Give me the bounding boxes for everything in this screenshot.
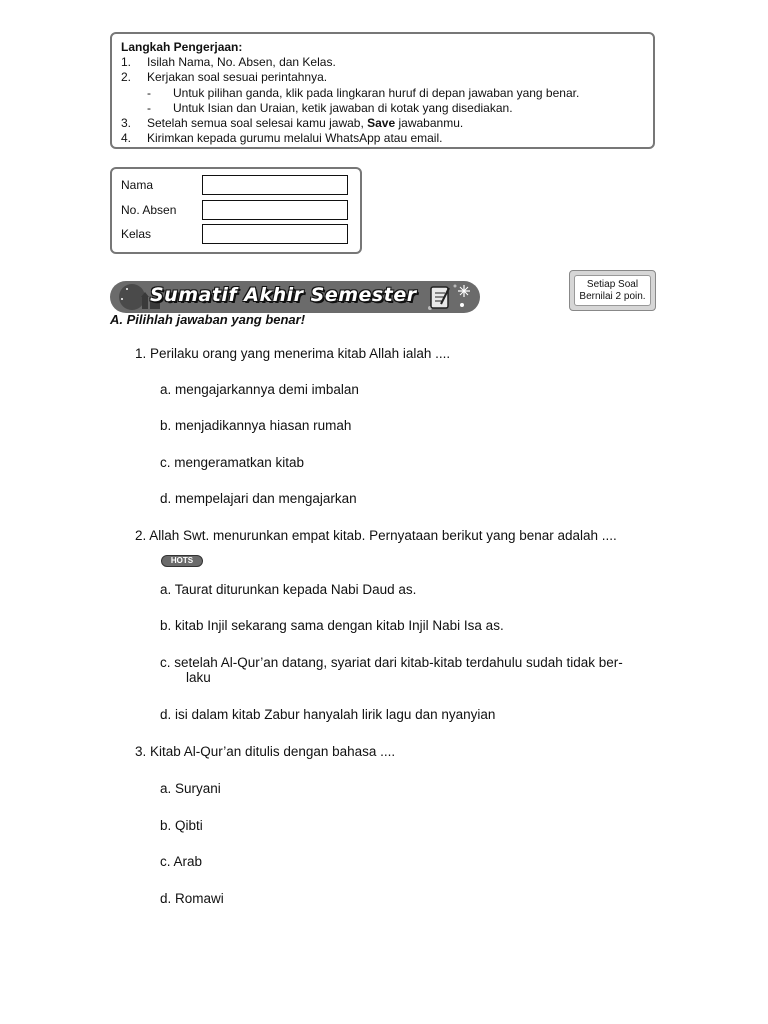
step-number: 1. [121,55,132,70]
substep-dash: - [147,85,151,100]
question-2: 2. Allah Swt. menurunkan empat kitab. Pernyataan berikut yang benar adalah .... [135,528,617,543]
step-text: Kerjakan soal sesuai perintahnya. [147,70,328,85]
instruction-step [121,116,644,131]
absen-label: No. Absen [121,203,177,217]
q3-option-a[interactable]: a. Suryani [160,781,221,796]
q2-option-c-continuation[interactable]: laku [186,670,211,685]
instruction-substep [121,86,644,101]
substep-dash: - [147,100,151,115]
name-field[interactable] [202,175,348,195]
q1-option-c[interactable]: c. mengeramatkan kitab [160,455,305,470]
q2-option-c[interactable]: c. setelah Al-Qur’an datang, syariat dari kitab-kitab terdahulu sudah tidak ber- [160,655,623,670]
q1-option-a[interactable]: a. mengajarkannya demi imbalan [160,382,359,397]
instructions-box [110,32,655,149]
name-label: Nama [121,178,154,192]
q3-option-c[interactable]: c. Arab [160,854,203,869]
hots-badge: HOTS [161,555,203,567]
instruction-substep [121,101,644,116]
save-keyword: Save [367,116,396,131]
identity-box [110,167,362,254]
q1-option-b[interactable]: b. menjadikannya hiasan rumah [160,418,352,433]
q2-option-b[interactable]: b. kitab Injil sekarang sama dengan kitab Injil Nabi Isa as. [160,618,504,633]
points-note-line2: Bernilai 2 poin. [579,291,646,302]
sparkle-icon [456,283,474,311]
instruction-step [121,55,644,70]
kelas-label: Kelas [121,227,152,241]
question-1: 1. Perilaku orang yang menerima kitab Allah ialah .... [135,346,451,361]
step-text: Isilah Nama, No. Absen, dan Kelas. [147,55,336,70]
q1-option-d[interactable]: d. mempelajari dan mengajarkan [160,491,357,506]
step-number: 3. [121,116,132,131]
points-note-line1: Setiap Soal [586,279,639,290]
substep-text: Untuk pilihan ganda, klik pada lingkaran huruf di depan jawaban yang benar. [173,85,580,100]
step-number: 2. [121,70,132,85]
q3-option-d[interactable]: d. Romawi [160,891,224,906]
q2-option-d[interactable]: d. isi dalam kitab Zabur hanyalah lirik lagu dan nyanyian [160,707,496,722]
q2-option-a[interactable]: a. Taurat diturunkan kepada Nabi Daud as. [160,582,417,597]
step-text-after: jawabanmu. [395,116,464,131]
section-title: A. Pilihlah jawaban yang benar! [110,312,306,327]
q3-option-b[interactable]: b. Qibti [160,818,203,833]
instruction-step [121,70,644,85]
notebook-icon [427,284,453,310]
banner-title: Sumatif Akhir Semester [150,284,417,306]
step-text: Kirimkan kepada gurumu melalui WhatsApp atau email. [147,131,443,146]
instruction-step [121,131,644,146]
step-number: 4. [121,131,132,146]
instructions-title: Langkah Pengerjaan: [121,40,243,54]
points-note-box [569,270,656,311]
step-text-before: Setelah semua soal selesai kamu jawab, [147,116,368,131]
question-3: 3. Kitab Al-Qur’an ditulis dengan bahasa .... [135,744,396,759]
substep-text: Untuk Isian dan Uraian, ketik jawaban di kotak yang disediakan. [173,100,513,115]
points-note-inner [574,275,651,306]
section-banner [110,281,480,313]
absen-field[interactable] [202,200,348,220]
step-text [147,116,463,131]
kelas-field[interactable] [202,224,348,244]
